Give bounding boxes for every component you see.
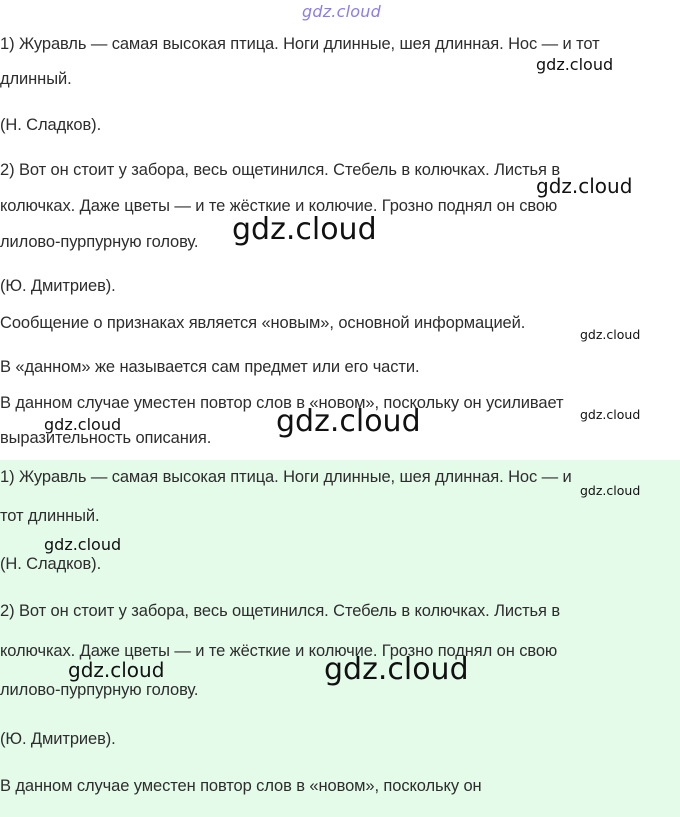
watermark: gdz.cloud — [68, 658, 165, 682]
task-line-1: 1) Журавль — самая высокая птица. Ноги длинные, шея длинная. Нос — и тот — [0, 35, 600, 53]
answer-note-3a: В данном случае уместен повтор слов в «новом», поскольку он — [0, 777, 482, 795]
answer-line-5: лилово-пурпурную голову. — [0, 681, 199, 699]
task-note-1: Сообщение о признаках является «новым», основной информацией. — [0, 314, 526, 332]
watermark: gdz.cloud — [44, 415, 122, 434]
watermark: gdz.cloud — [536, 174, 633, 198]
task-note-2: В «данном» же называется сам предмет или его части. — [0, 358, 420, 376]
answer-author-1: (Н. Сладков). — [0, 555, 102, 573]
answer-line-1: 1) Журавль — самая высокая птица. Ноги длинные, шея длинная. Нос — и — [0, 468, 572, 486]
task-author-2: (Ю. Дмитриев). — [0, 277, 116, 295]
answer-line-3: 2) Вот он стоит у забора, весь ощетинился. Стебель в колючках. Листья в — [0, 602, 561, 620]
task-line-3: 2) Вот он стоит у забора, весь ощетинился. Стебель в колючках. Листья в — [0, 161, 561, 179]
task-line-5: лилово-пурпурную голову. — [0, 233, 199, 251]
answer-author-2: (Ю. Дмитриев). — [0, 730, 116, 748]
watermark: gdz.cloud — [324, 652, 469, 687]
answer-section — [0, 460, 680, 817]
watermark: gdz.cloud — [580, 327, 641, 342]
task-author-1: (Н. Сладков). — [0, 116, 102, 134]
watermark: gdz.cloud — [44, 535, 122, 554]
top-watermark: gdz.cloud — [302, 2, 381, 21]
task-note-3a: В данном случае уместен повтор слов в «новом», поскольку он усиливает — [0, 394, 564, 412]
answer-line-2: тот длинный. — [0, 507, 100, 525]
watermark: gdz.cloud — [276, 404, 421, 439]
answer-line-4: колючках. Даже цветы — и те жёсткие и колючие. Грозно поднял он свою — [0, 642, 558, 660]
watermark: gdz.cloud — [536, 55, 614, 74]
watermark: gdz.cloud — [580, 483, 641, 498]
task-line-2: длинный. — [0, 70, 72, 88]
watermark: gdz.cloud — [232, 212, 377, 247]
task-line-4: колючках. Даже цветы — и те жёсткие и колючие. Грозно поднял он свою — [0, 197, 558, 215]
watermark: gdz.cloud — [580, 407, 641, 422]
task-note-3b: выразительность описания. — [0, 429, 212, 447]
